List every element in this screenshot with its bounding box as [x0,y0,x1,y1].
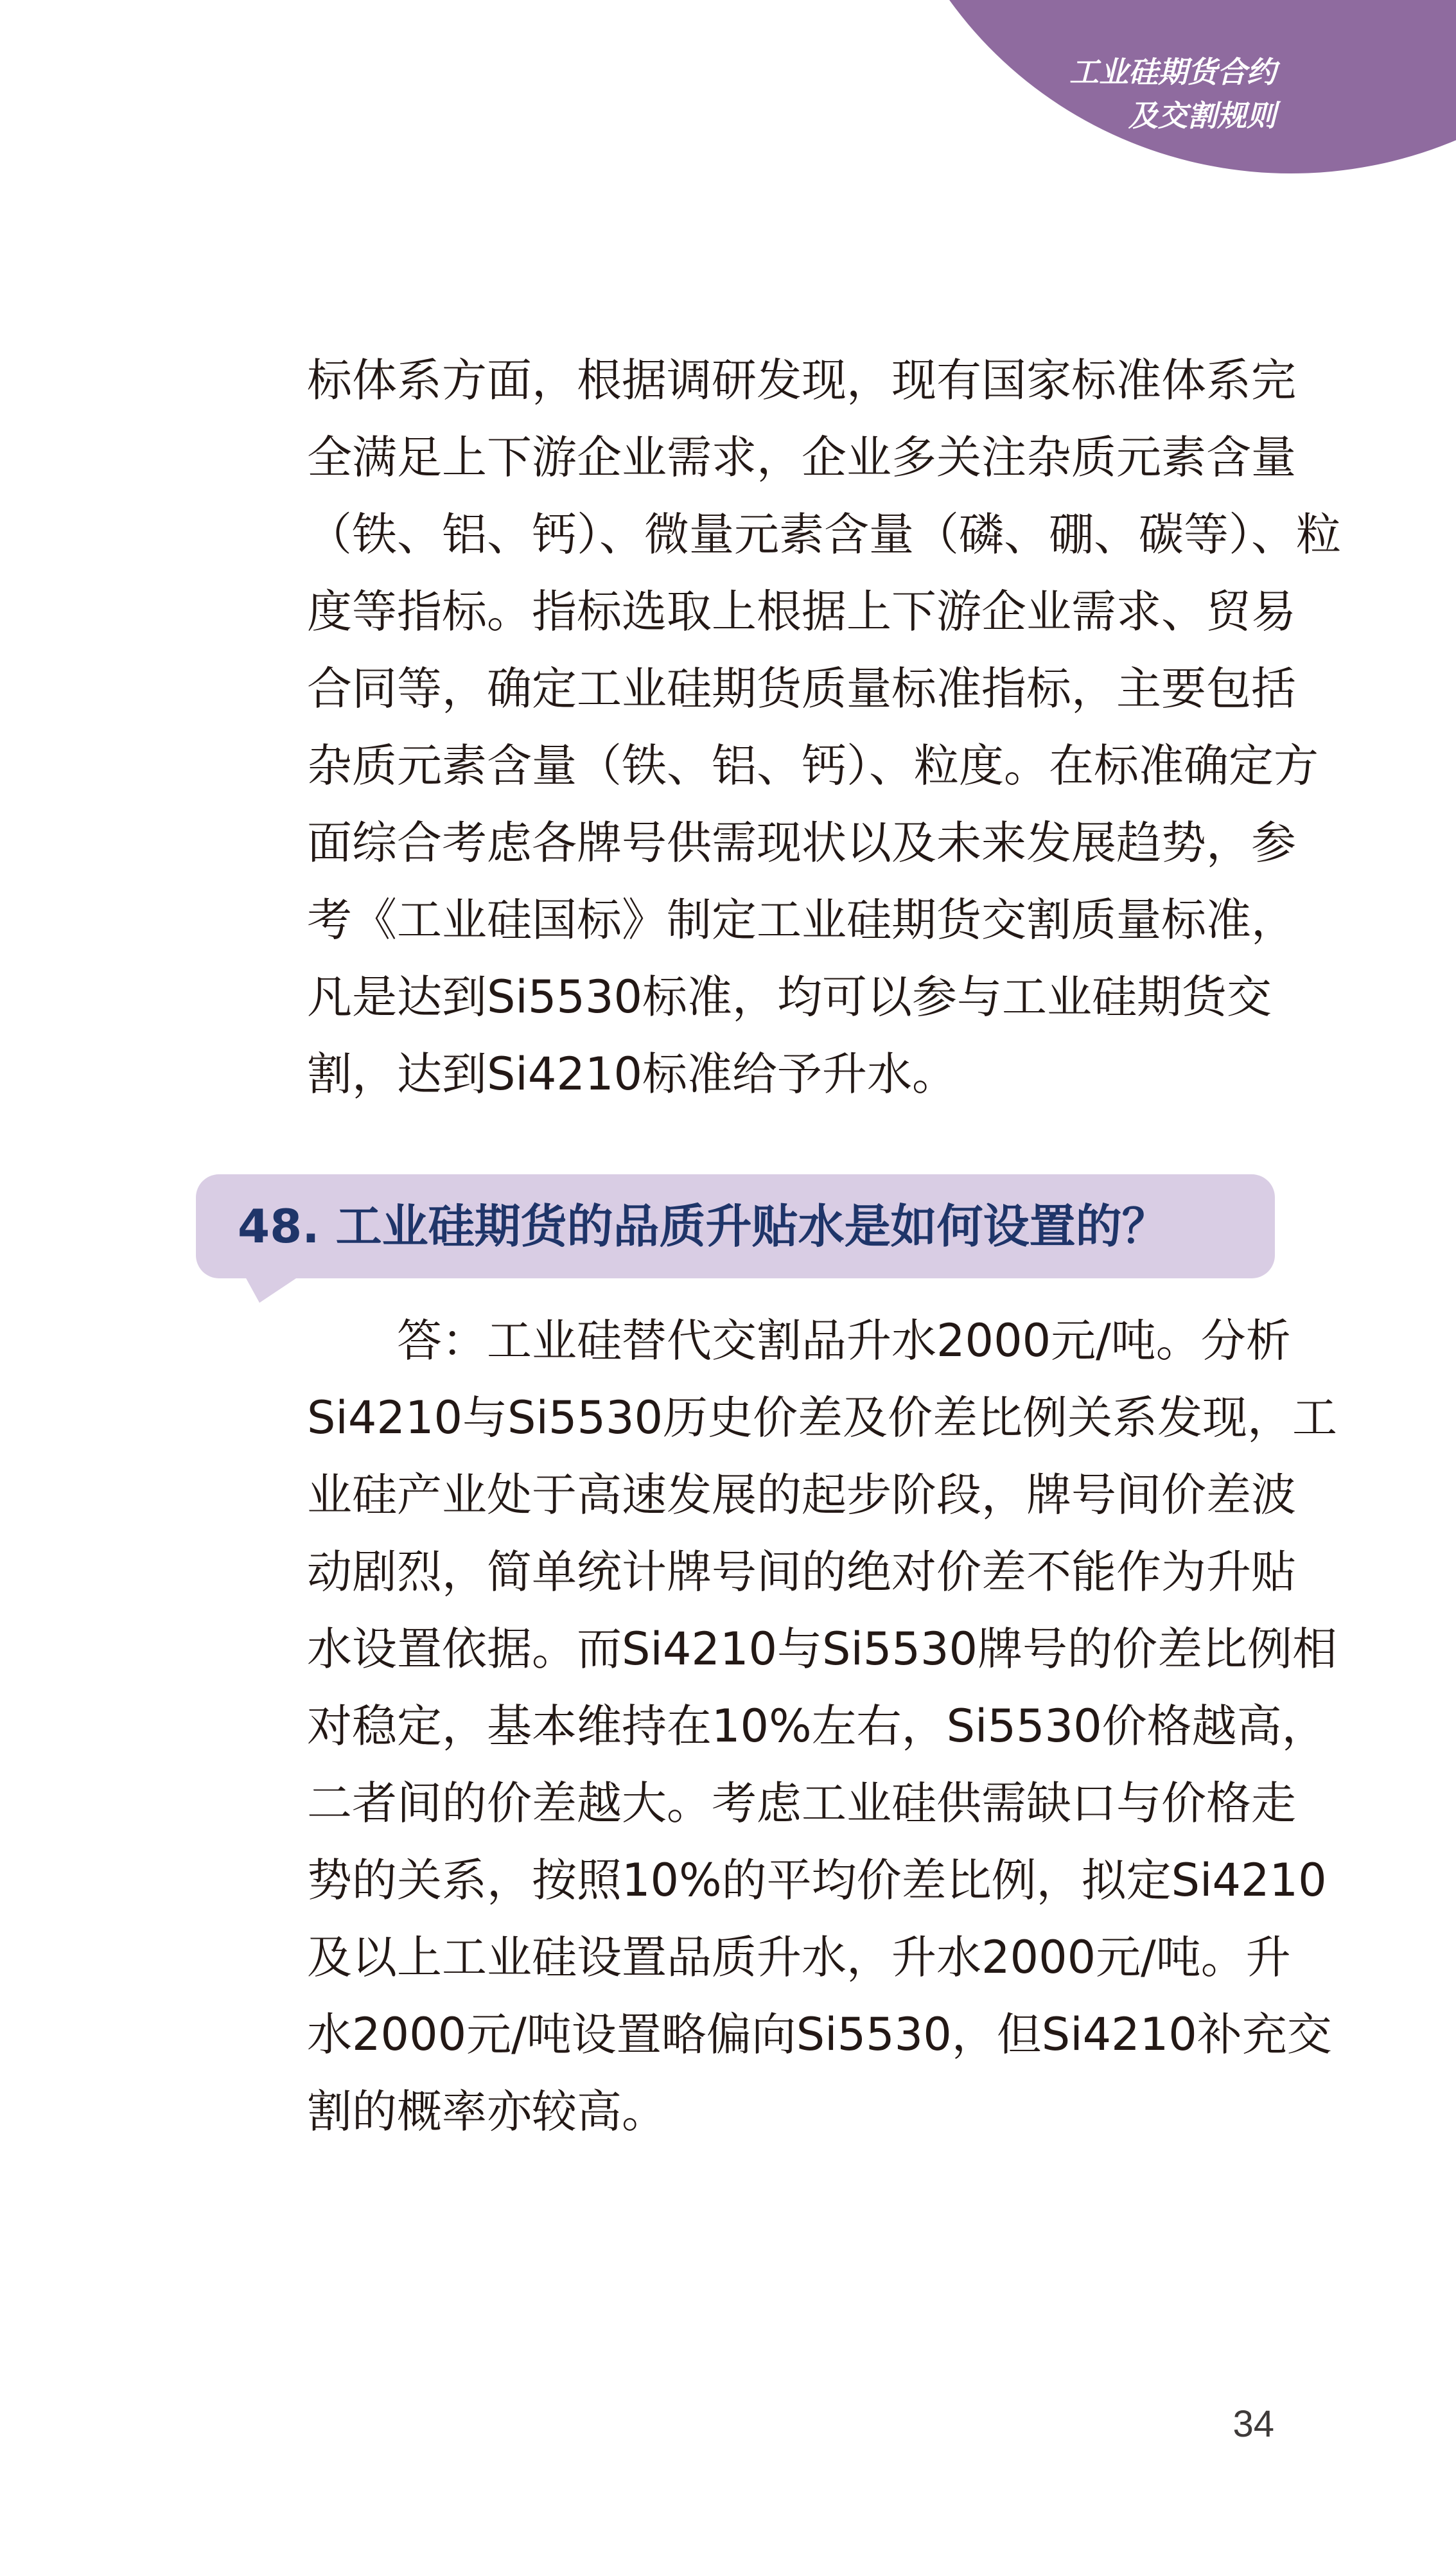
text-line: 割，达到Si4210标准给予升水。 [307,1048,958,1100]
text-line: 水2000元/吨设置略偏向Si5530，但Si4210补充交 [307,2008,1332,2061]
speech-bubble-tail [245,1277,298,1303]
text-line: 及以上工业硅设置品质升水，升水2000元/吨。升 [307,1931,1291,1984]
text-line: 考《工业硅国标》制定工业硅期货交割质量标准， [307,894,1296,946]
text-line: 二者间的价差越大。考虑工业硅供需缺口与价格走 [307,1777,1296,1830]
text-line: 割的概率亦较高。 [307,2085,667,2138]
text-line: Si4210与Si5530历史价差及价差比例关系发现，工 [307,1391,1338,1444]
chapter-title-line-2: 及交割规则 [1128,98,1276,133]
text-line: 度等指标。指标选取上根据上下游企业需求、贸易 [307,585,1296,638]
answer-paragraph [307,1302,1338,2150]
question-heading: 48. 工业硅期货的品质升贴水是如何设置的？ [238,1199,1168,1253]
text-line: 业硅产业处于高速发展的起步阶段，牌号间价差波 [307,1469,1296,1521]
text-line: 面综合考虑各牌号供需现状以及未来发展趋势，参 [307,816,1296,869]
text-line: 杂质元素含量（铁、铝、钙）、粒度。在标准确定方 [307,739,1319,792]
text-line: 对稳定，基本维持在10%左右，Si5530价格越高， [307,1700,1327,1752]
page-number: 34 [1232,2403,1274,2445]
text-line: 标体系方面，根据调研发现，现有国家标准体系完 [307,354,1296,407]
body-paragraph-1 [307,342,1341,1113]
text-line: 合同等，确定工业硅期货质量标准指标，主要包括 [307,662,1296,715]
chapter-title-line-1: 工业硅期货合约 [1069,55,1276,89]
text-line: 动剧烈，简单统计牌号间的绝对价差不能作为升贴 [307,1546,1296,1598]
text-line: 势的关系，按照10%的平均价差比例，拟定Si4210 [307,1854,1327,1907]
text-line: 答：工业硅替代交割品升水2000元/吨。分析 [307,1314,1291,1367]
chapter-title [1069,50,1276,137]
text-line: 全满足上下游企业需求，企业多关注杂质元素含量 [307,431,1296,484]
text-line: 水设置依据。而Si4210与Si5530牌号的价差比例相 [307,1623,1338,1675]
question-heading-box [196,1174,1275,1278]
text-line: 凡是达到Si5530标准，均可以参与工业硅期货交 [307,971,1272,1023]
text-line: （铁、铝、钙）、微量元素含量（磷、硼、碳等）、粒 [307,508,1341,561]
